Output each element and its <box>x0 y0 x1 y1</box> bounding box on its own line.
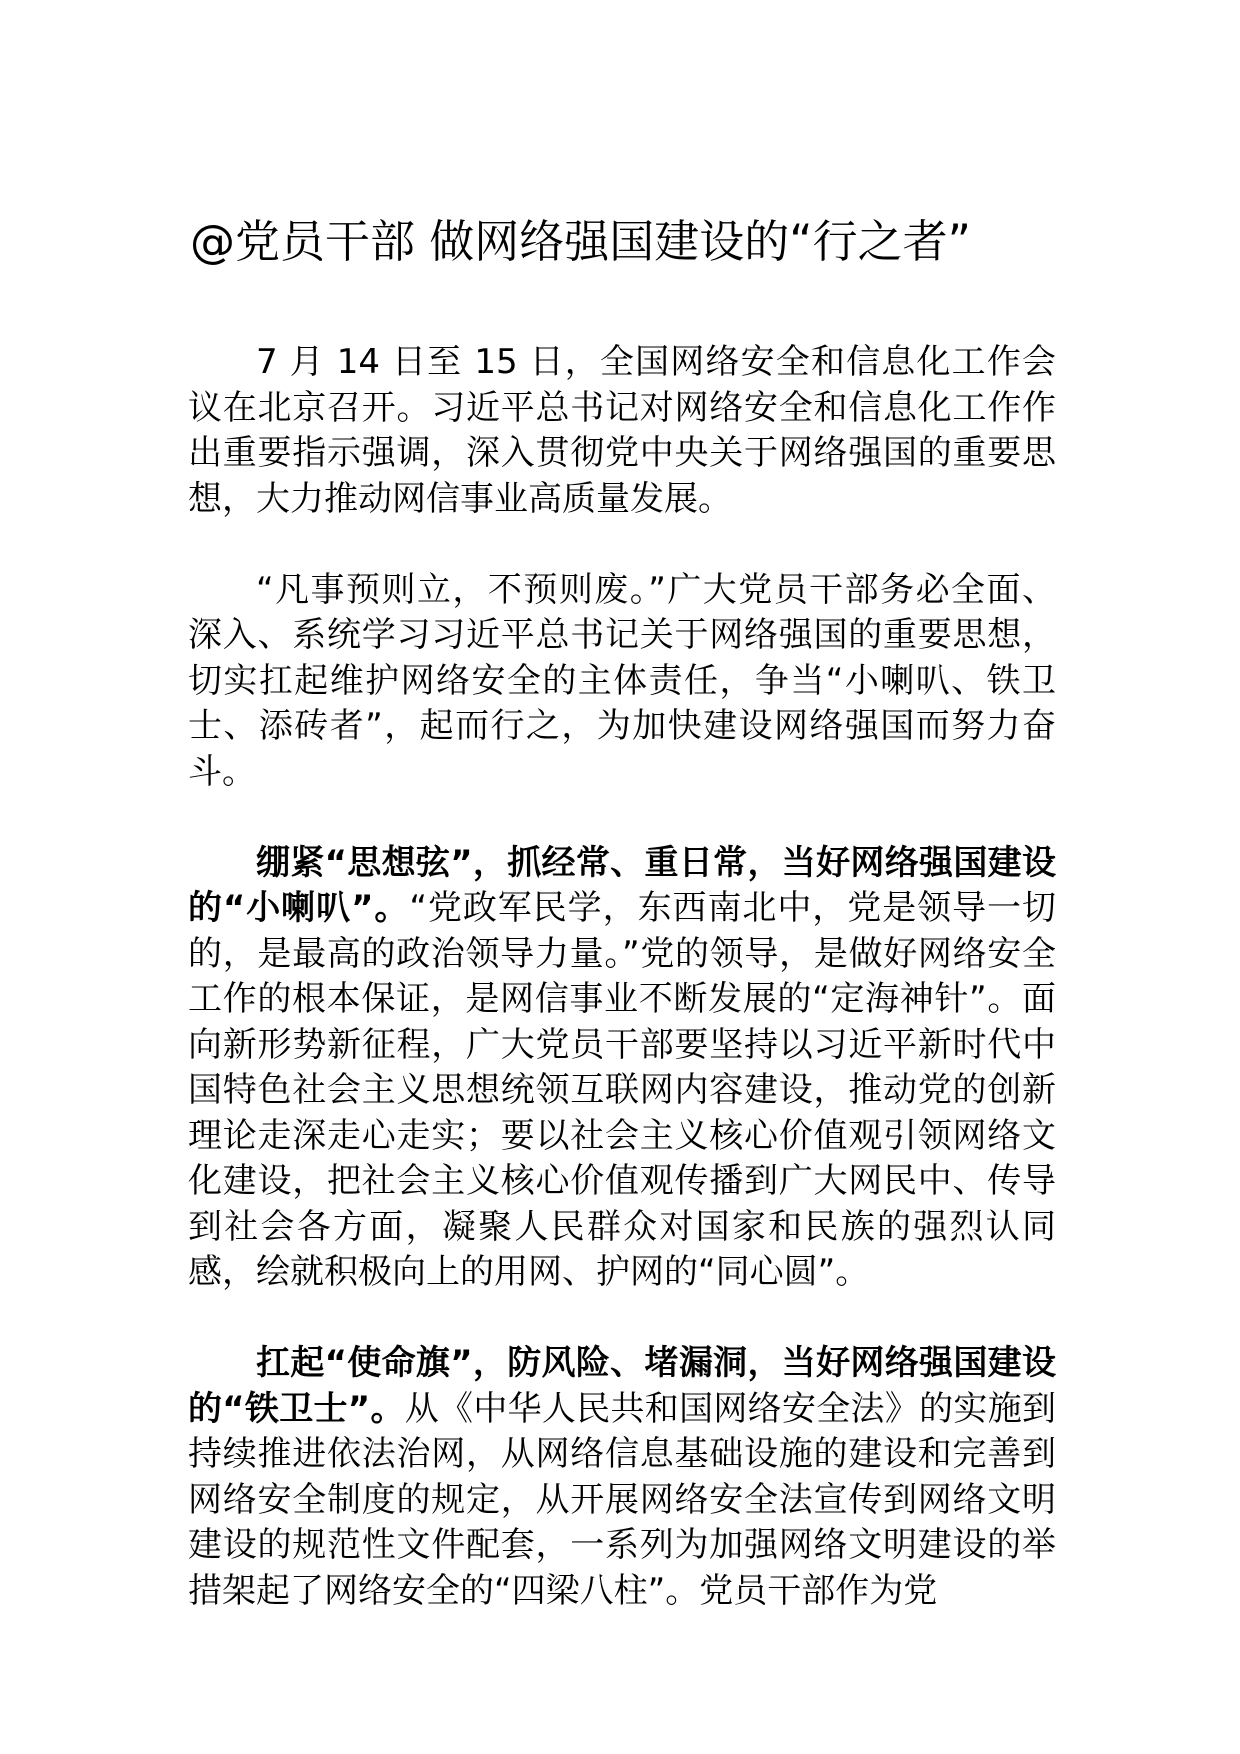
document-body <box>188 340 1056 1660</box>
paragraph-section-2 <box>188 1341 1056 1614</box>
paragraph-intro <box>188 340 1056 522</box>
paragraph-text: “凡事预则立，不预则废。”广大党员干部务必全面、深入、系统学习习近平总书记关于网络强国的重要思想，切实扛起维护网络安全的主体责任，争当“小喇叭、铁卫士、添砖者”，起而行之，为加快建设网络强国而努力奋斗。 <box>188 569 1056 792</box>
paragraph-section-1 <box>188 841 1056 1296</box>
paragraph-text: 从《中华人民共和国网络安全法》的实施到持续推进依法治网，从网络信息基础设施的建设和完善到网络安全制度的规定，从开展网络安全法宣传到网络文明建设的规范性文件配套，一系列为加强网络文明建设的举措架起了网络安全的“四梁八柱”。党员干部作为党 <box>188 1388 1056 1611</box>
paragraph-text: 7 月 14 日至 15 日，全国网络安全和信息化工作会议在北京召开。习近平总书记对网络安全和信息化工作作出重要指示强调，深入贯彻党中央关于网络强国的重要思想，大力推动网信事业高质量发展。 <box>188 342 1056 519</box>
paragraph-lead: 扛起“使命旗”，防风险、堵漏洞，当好网络强国建设的“铁卫士”。 <box>188 1343 1056 1429</box>
paragraph-text: “党政军民学，东西南北中，党是领导一切的，是最高的政治领导力量。”党的领导，是做好网络安全工作的根本保证，是网信事业不断发展的“定海神针”。面向新形势新征程，广大党员干部要坚持以习近平新时代中国特色社会主义思想统领互联网内容建设，推动党的创新理论走深走心走实；要以社会主义核心价值观引领网络文化建设，把社会主义核心价值观传播到广大网民中、传导到社会各方面，凝聚人民群众对国家和民族的强烈认同感，绘就积极向上的用网、护网的“同心圆”。 <box>188 888 1056 1292</box>
paragraph-quote <box>188 568 1056 796</box>
document-title: @党员干部 做网络强国建设的“行之者” <box>190 215 971 268</box>
paragraph-lead: 绷紧“思想弦”，抓经常、重日常，当好网络强国建设的“小喇叭”。 <box>188 842 1056 928</box>
